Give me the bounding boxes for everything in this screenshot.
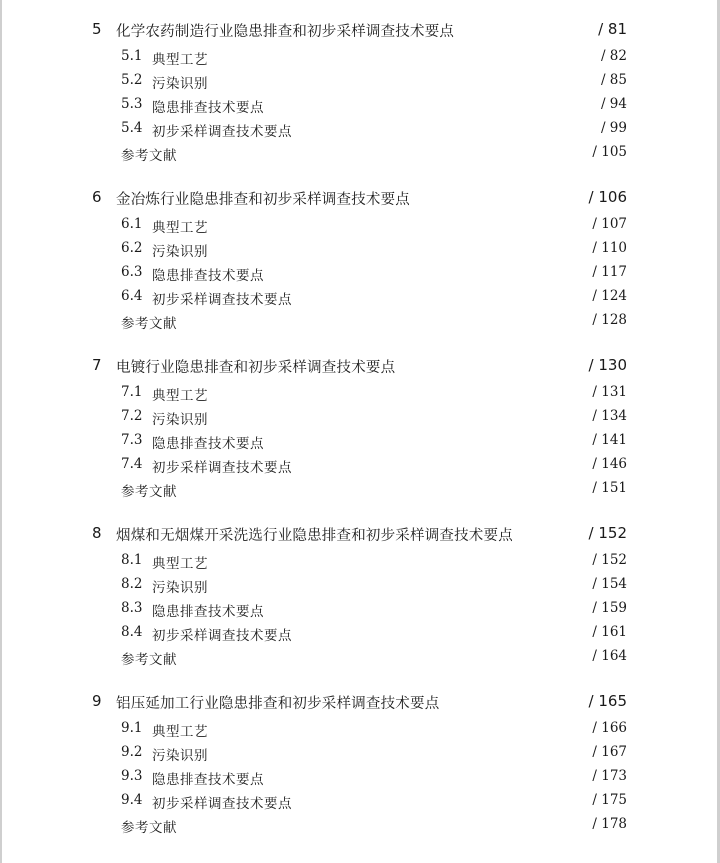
section-title: 污染识别 xyxy=(152,748,208,764)
chapter-entry[interactable] xyxy=(0,692,720,716)
references-entry[interactable] xyxy=(0,480,720,504)
section-title: 污染识别 xyxy=(152,244,208,260)
section-page-number: / 117 xyxy=(592,264,627,280)
section-entry[interactable] xyxy=(0,96,720,120)
section-title: 典型工艺 xyxy=(152,724,208,740)
toc-chapter-7 xyxy=(0,356,720,500)
section-title: 典型工艺 xyxy=(152,220,208,236)
section-page-number: / 82 xyxy=(600,48,627,64)
section-number: 9.4 xyxy=(121,792,143,808)
section-page-number: / 167 xyxy=(592,744,627,760)
section-number: 7.4 xyxy=(121,456,143,472)
section-page-number: / 152 xyxy=(592,552,627,568)
section-page-number: / 166 xyxy=(592,720,627,736)
section-page-number: / 173 xyxy=(592,768,627,784)
section-page-number: / 146 xyxy=(592,456,627,472)
chapter-page-number: / 130 xyxy=(588,356,627,374)
section-entry[interactable] xyxy=(0,384,720,408)
toc-chapter-5 xyxy=(0,20,720,164)
chapter-number: 7 xyxy=(92,356,102,374)
chapter-page-number: / 106 xyxy=(588,188,627,206)
section-entry[interactable] xyxy=(0,456,720,480)
chapter-number: 8 xyxy=(92,524,102,542)
section-entry[interactable] xyxy=(0,72,720,96)
references-page-number: / 164 xyxy=(592,648,627,664)
section-title: 污染识别 xyxy=(152,580,208,596)
toc-chapter-8 xyxy=(0,524,720,668)
chapter-entry[interactable] xyxy=(0,524,720,548)
chapter-title: 化学农药制造行业隐患排查和初步采样调查技术要点 xyxy=(116,24,455,40)
section-page-number: / 110 xyxy=(592,240,627,256)
references-entry[interactable] xyxy=(0,144,720,168)
section-entry[interactable] xyxy=(0,552,720,576)
section-page-number: / 141 xyxy=(592,432,627,448)
section-page-number: / 131 xyxy=(592,384,627,400)
references-entry[interactable] xyxy=(0,816,720,840)
section-title: 隐患排查技术要点 xyxy=(152,100,264,116)
section-number: 8.4 xyxy=(121,624,143,640)
references-page-number: / 178 xyxy=(592,816,627,832)
section-title: 污染识别 xyxy=(152,76,208,92)
section-entry[interactable] xyxy=(0,240,720,264)
toc-chapter-9 xyxy=(0,692,720,836)
references-page-number: / 105 xyxy=(592,144,627,160)
section-page-number: / 124 xyxy=(592,288,627,304)
section-page-number: / 85 xyxy=(600,72,627,88)
toc-chapter-6 xyxy=(0,188,720,332)
section-page-number: / 94 xyxy=(600,96,627,112)
section-title: 典型工艺 xyxy=(152,556,208,572)
section-number: 7.3 xyxy=(121,432,143,448)
section-title: 初步采样调查技术要点 xyxy=(152,628,292,644)
section-entry[interactable] xyxy=(0,432,720,456)
section-number: 7.1 xyxy=(121,384,143,400)
chapter-page-number: / 152 xyxy=(588,524,627,542)
section-page-number: / 154 xyxy=(592,576,627,592)
chapter-entry[interactable] xyxy=(0,20,720,44)
chapter-entry[interactable] xyxy=(0,356,720,380)
section-title: 初步采样调查技术要点 xyxy=(152,460,292,476)
section-number: 5.1 xyxy=(121,48,143,64)
section-entry[interactable] xyxy=(0,624,720,648)
references-entry[interactable] xyxy=(0,648,720,672)
section-number: 8.1 xyxy=(121,552,143,568)
references-title: 参考文献 xyxy=(121,316,177,332)
section-number: 6.1 xyxy=(121,216,143,232)
section-entry[interactable] xyxy=(0,720,720,744)
section-title: 污染识别 xyxy=(152,412,208,428)
chapter-page-number: / 165 xyxy=(588,692,627,710)
section-entry[interactable] xyxy=(0,264,720,288)
references-page-number: / 151 xyxy=(592,480,627,496)
section-number: 6.2 xyxy=(121,240,143,256)
references-title: 参考文献 xyxy=(121,484,177,500)
section-number: 6.4 xyxy=(121,288,143,304)
section-title: 典型工艺 xyxy=(152,388,208,404)
section-number: 5.3 xyxy=(121,96,143,112)
section-title: 隐患排查技术要点 xyxy=(152,604,264,620)
section-number: 6.3 xyxy=(121,264,143,280)
section-title: 隐患排查技术要点 xyxy=(152,268,264,284)
section-entry[interactable] xyxy=(0,744,720,768)
section-entry[interactable] xyxy=(0,288,720,312)
section-entry[interactable] xyxy=(0,792,720,816)
section-number: 5.4 xyxy=(121,120,143,136)
references-page-number: / 128 xyxy=(592,312,627,328)
references-title: 参考文献 xyxy=(121,652,177,668)
section-entry[interactable] xyxy=(0,600,720,624)
section-title: 隐患排查技术要点 xyxy=(152,772,264,788)
section-entry[interactable] xyxy=(0,768,720,792)
section-page-number: / 99 xyxy=(600,120,627,136)
section-number: 5.2 xyxy=(121,72,143,88)
section-title: 初步采样调查技术要点 xyxy=(152,292,292,308)
chapter-number: 6 xyxy=(92,188,102,206)
chapter-number: 9 xyxy=(92,692,102,710)
section-page-number: / 107 xyxy=(592,216,627,232)
chapter-title: 电镀行业隐患排查和初步采样调查技术要点 xyxy=(116,360,396,376)
chapter-page-number: / 81 xyxy=(598,20,627,38)
section-title: 典型工艺 xyxy=(152,52,208,68)
section-number: 9.2 xyxy=(121,744,143,760)
section-number: 9.3 xyxy=(121,768,143,784)
section-title: 初步采样调查技术要点 xyxy=(152,124,292,140)
chapter-title: 烟煤和无烟煤开采洗选行业隐患排查和初步采样调查技术要点 xyxy=(116,528,513,544)
chapter-title: 铝压延加工行业隐患排查和初步采样调查技术要点 xyxy=(116,696,440,712)
section-number: 8.3 xyxy=(121,600,143,616)
section-page-number: / 159 xyxy=(592,600,627,616)
chapter-title: 金冶炼行业隐患排查和初步采样调查技术要点 xyxy=(116,192,410,208)
section-entry[interactable] xyxy=(0,408,720,432)
section-number: 9.1 xyxy=(121,720,143,736)
references-title: 参考文献 xyxy=(121,148,177,164)
section-entry[interactable] xyxy=(0,120,720,144)
section-number: 7.2 xyxy=(121,408,143,424)
chapter-entry[interactable] xyxy=(0,188,720,212)
section-title: 初步采样调查技术要点 xyxy=(152,796,292,812)
section-number: 8.2 xyxy=(121,576,143,592)
references-title: 参考文献 xyxy=(121,820,177,836)
section-page-number: / 175 xyxy=(592,792,627,808)
section-entry[interactable] xyxy=(0,216,720,240)
chapter-number: 5 xyxy=(92,20,102,38)
section-entry[interactable] xyxy=(0,576,720,600)
section-page-number: / 134 xyxy=(592,408,627,424)
references-entry[interactable] xyxy=(0,312,720,336)
section-page-number: / 161 xyxy=(592,624,627,640)
section-title: 隐患排查技术要点 xyxy=(152,436,264,452)
section-entry[interactable] xyxy=(0,48,720,72)
